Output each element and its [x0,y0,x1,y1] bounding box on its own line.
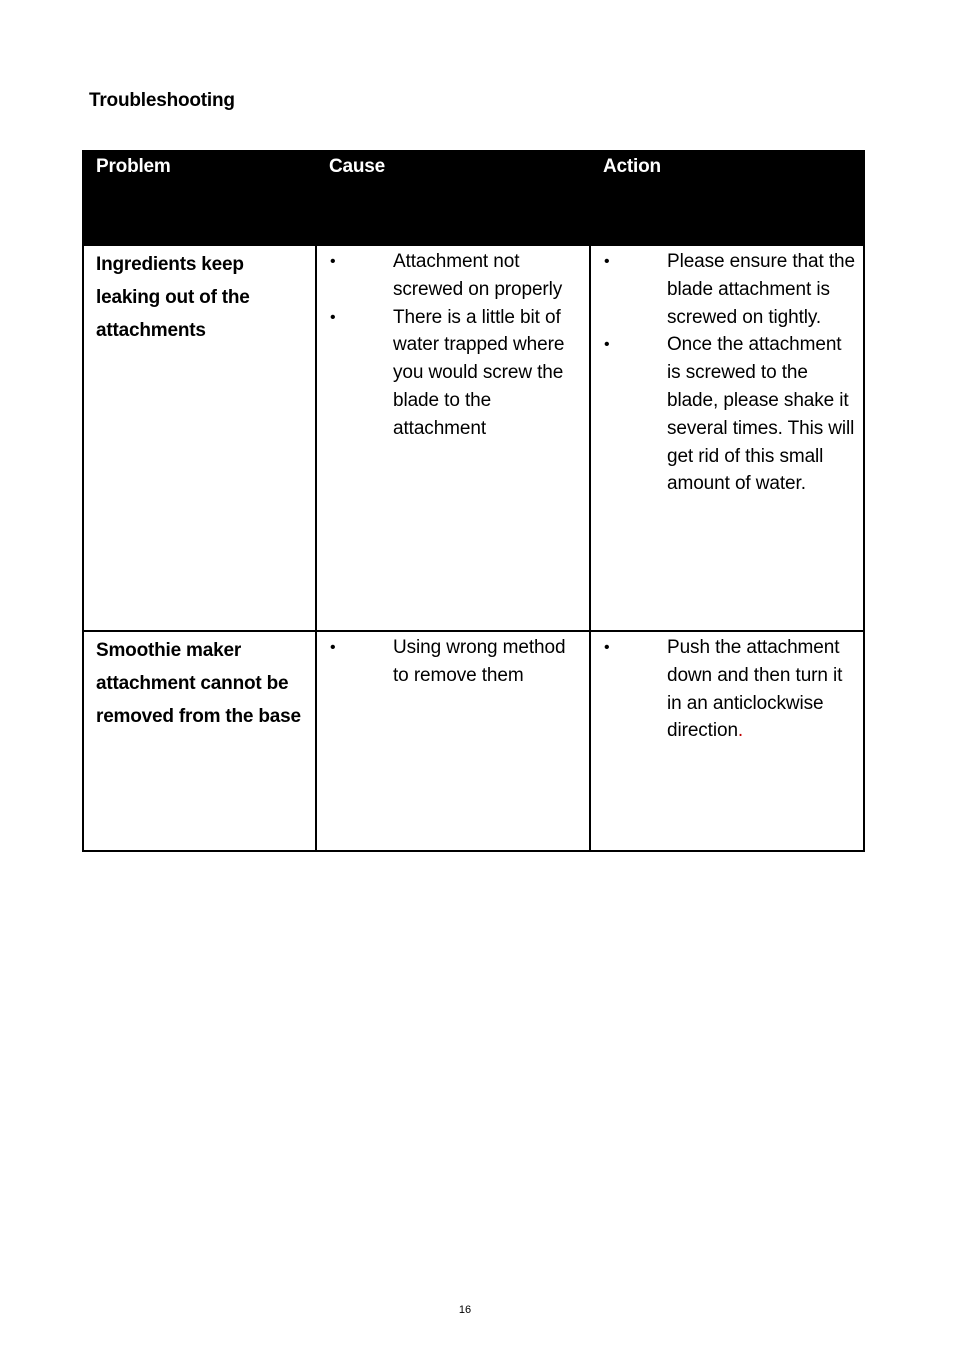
bullet-icon: • [330,253,336,270]
cause-text: There is a little bit of water trapped where you would screw the blade to the attachment [393,306,565,439]
bullet-icon: • [604,336,610,354]
list-item [591,248,863,331]
action-text: Please ensure that the blade attachment is screwed on tightly. [667,251,855,328]
header-problem: Problem [83,151,316,245]
cause-cell [316,245,590,631]
list-item [591,331,863,498]
action-cell [590,245,864,631]
cause-list [317,248,589,443]
problem-text: Smoothie maker attachment cannot be removed from the base [96,640,301,727]
action-list [591,634,863,745]
bullet-icon: • [330,639,336,656]
problem-text: Ingredients keep leaking out of the attachments [96,254,250,341]
problem-cell [83,245,316,631]
header-action: Action [590,151,864,245]
page-number: 16 [458,1304,472,1316]
list-item [317,248,589,304]
action-list [591,248,863,498]
bullet-icon: • [330,308,336,326]
cause-cell [316,631,590,851]
troubleshooting-table [82,150,865,852]
table-row [83,631,864,851]
table-header-row [83,151,864,245]
cause-text: Attachment not screwed on properly [393,251,563,300]
action-text: Push the attachment down and then turn it in an anticlockwise direction [667,637,843,742]
problem-cell [83,631,316,851]
list-item [317,304,589,443]
table-row [83,245,864,631]
action-text: Once the attachment is screwed to the blade, please shake it several times. This will get rid of this small amount of water. [667,334,855,495]
cause-text: Using wrong method to remove them [393,637,566,686]
list-item [591,634,863,745]
cause-list [317,634,589,690]
trailing-period: . [737,720,744,742]
action-cell [590,631,864,851]
list-item [317,634,589,690]
bullet-icon: • [604,253,610,270]
page-heading: Troubleshooting [89,90,235,111]
bullet-icon: • [604,639,610,656]
header-cause: Cause [316,151,590,245]
